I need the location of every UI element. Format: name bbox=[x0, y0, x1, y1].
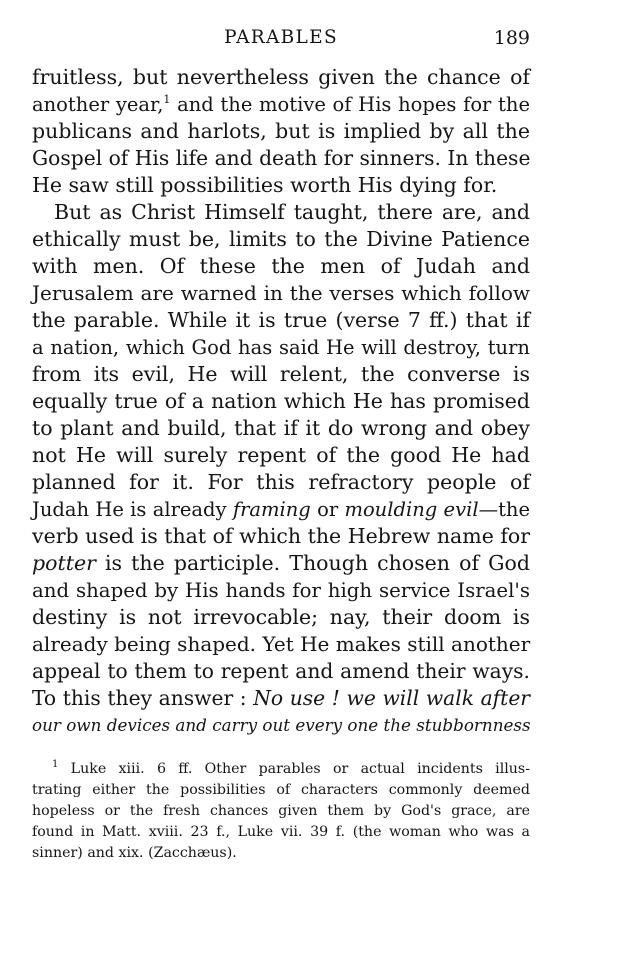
text-span: is the participle. Though chosen of God bbox=[95, 551, 530, 575]
footnote-block bbox=[32, 759, 530, 864]
text-line: and shaped by His hands for high service Israel's bbox=[32, 579, 530, 602]
page-number: 189 bbox=[493, 27, 530, 49]
text-line: a nation, which God has said He will destroy, turn bbox=[32, 336, 530, 359]
footnote-line bbox=[32, 759, 530, 780]
text-span: and the motive of His hopes for the bbox=[170, 93, 530, 116]
text-span: Judah He is already bbox=[32, 498, 233, 521]
page-header bbox=[32, 27, 530, 51]
main-text bbox=[32, 64, 530, 739]
text-line: our own devices and carry out every one the stubbornness bbox=[32, 715, 531, 735]
text-line: planned for it. For this refractory people of bbox=[32, 470, 530, 494]
text-line: with men. Of these the men of Judah and bbox=[32, 254, 530, 278]
text-line: He saw still possibilities worth His dying for. bbox=[32, 173, 498, 197]
text-line: verb used is that of which the Hebrew name for bbox=[32, 524, 531, 548]
italic-term: framing bbox=[232, 498, 311, 521]
footnote-line: sinner) and xix. (Zacchæus). bbox=[32, 845, 237, 861]
text-span: or bbox=[310, 498, 345, 521]
italic-term: potter bbox=[32, 551, 96, 575]
running-title: PARABLES bbox=[224, 27, 338, 48]
text-line: from its evil, He will relent, the converse is bbox=[32, 362, 530, 386]
text-line: to plant and build, that if it do wrong and obey bbox=[32, 416, 530, 440]
text-line: not He will surely repent of the good He had bbox=[32, 443, 530, 467]
text-line: appeal to them to repent and amend their ways. bbox=[32, 659, 530, 683]
text-line bbox=[32, 496, 530, 523]
text-line: ethically must be, limits to the Divine Patience bbox=[32, 227, 530, 251]
footnote-reference: 1 bbox=[163, 93, 171, 106]
text-line: Jerusalem are warned in the verses which follow bbox=[32, 281, 530, 305]
footnote-line: trating either the possibilities of characters commonly deemed bbox=[32, 782, 530, 798]
text-line bbox=[32, 685, 530, 712]
text-line: already being shaped. Yet He makes still another bbox=[32, 632, 531, 656]
text-line: destiny is not irrevocable; nay, their doom is bbox=[32, 605, 530, 629]
footnote-line: found in Matt. xviii. 23 f., Luke vii. 39 f. (the woman who was a bbox=[32, 824, 530, 840]
footnote-mark: 1 bbox=[52, 759, 59, 770]
text-line: But as Christ Himself taught, there are, and bbox=[54, 200, 530, 224]
text-span: —the bbox=[478, 498, 530, 521]
footnote-line: hopeless or the fresh chances given them by God's grace, are bbox=[32, 803, 530, 819]
text-span: To this they answer : bbox=[32, 686, 254, 710]
italic-quote: No use ! we will walk after bbox=[253, 686, 530, 710]
text-line: Gospel of His life and death for sinners. In these bbox=[32, 146, 531, 170]
italic-term: moulding evil bbox=[344, 498, 479, 521]
text-span: another year, bbox=[32, 93, 164, 116]
text-line bbox=[32, 550, 530, 577]
text-line: the parable. While it is true (verse 7 ff.) that if bbox=[32, 308, 530, 332]
text-line: publicans and harlots, but is implied by all the bbox=[32, 119, 530, 143]
text-line: fruitless, but nevertheless given the chance of bbox=[32, 65, 530, 89]
text-line: equally true of a nation which He has promised bbox=[32, 389, 530, 413]
text-line bbox=[32, 91, 530, 118]
text-span: Luke xiii. 6 ff. Other parables or actual incidents illus- bbox=[58, 761, 530, 777]
